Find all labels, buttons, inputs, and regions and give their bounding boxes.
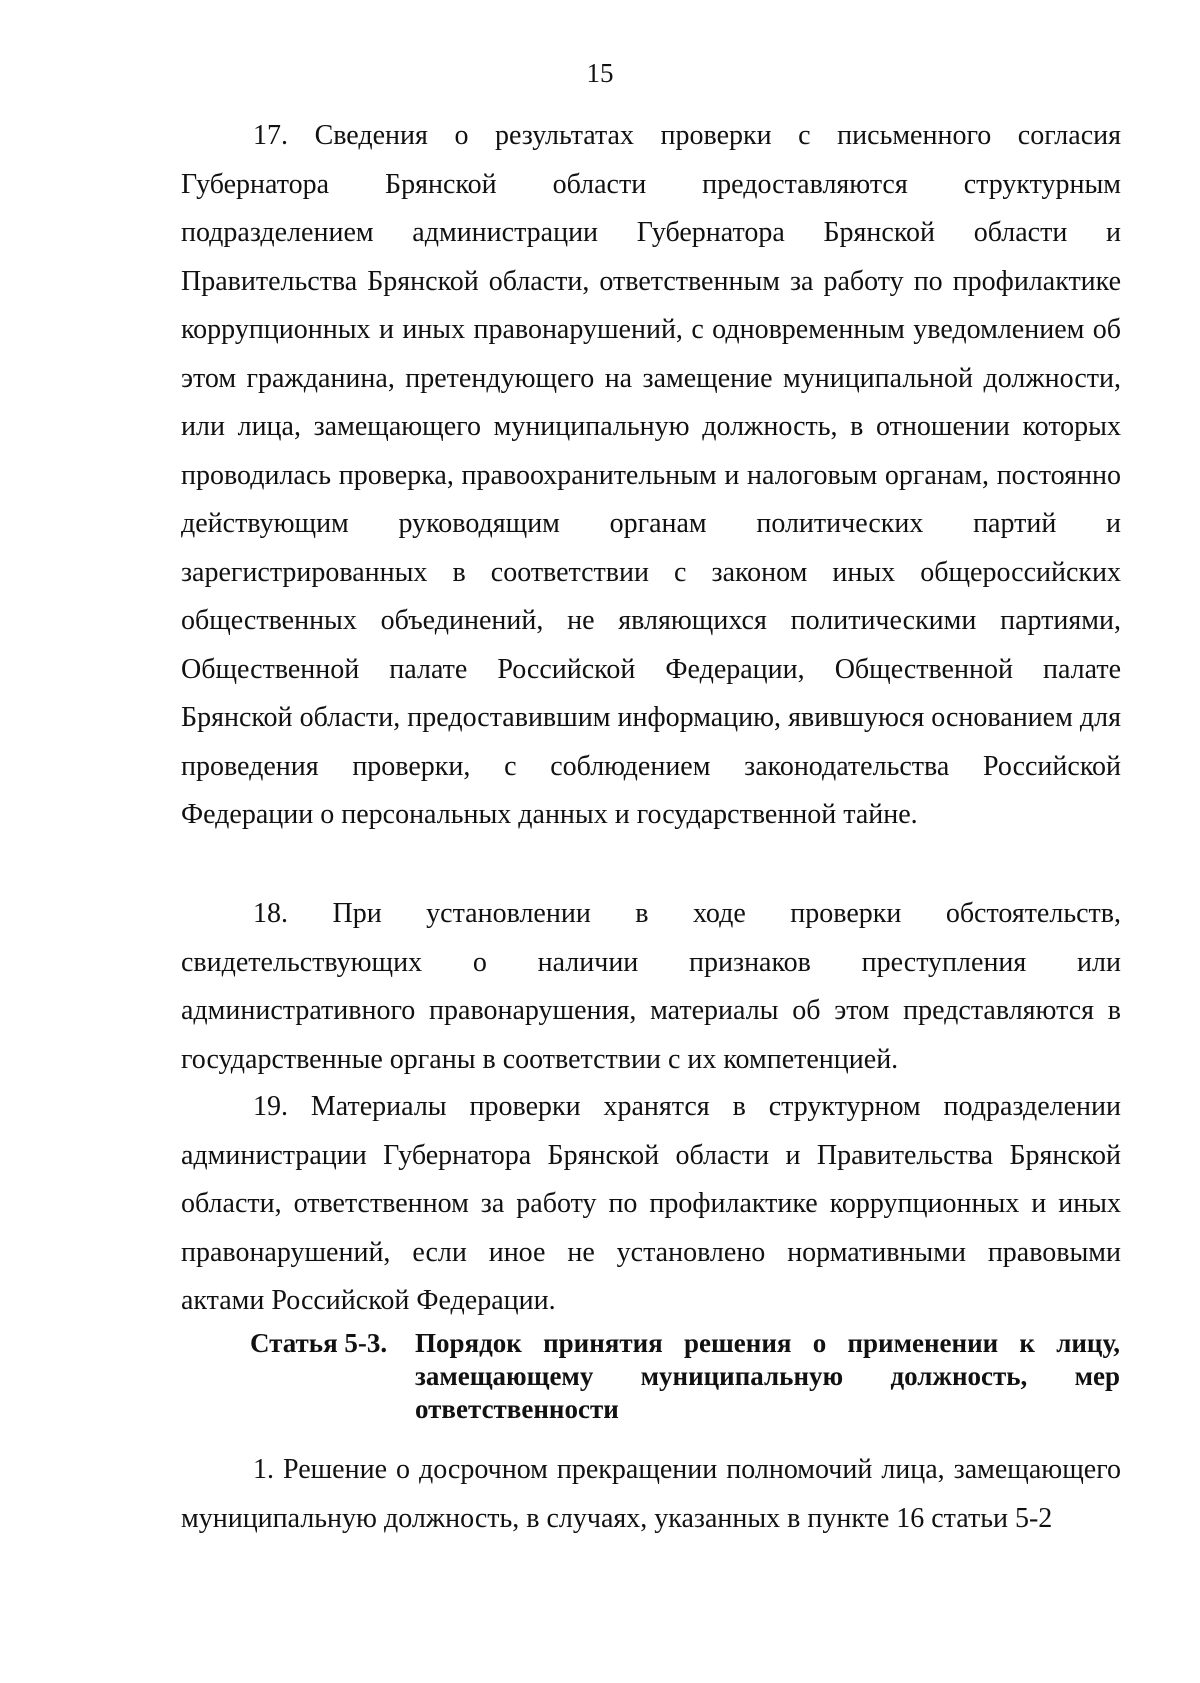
page-number: 15 — [586, 58, 614, 88]
paragraph-18: 18. При установлении в ходе проверки обстоятельств, свидетельствующих о наличии признаков преступления или административного правонарушения, материалы об этом представляются в государственные органы в соответствии с их компетенцией. — [181, 898, 1121, 1075]
paragraph-19: 19. Материалы проверки хранятся в структурном подразделении администрации Губернатора Брянской области и Правительства Брянской области, ответственном за работу по профилактике коррупционных и иных правонарушений, если иное не установлено нормативными правовыми актами Российской Федерации. — [181, 1091, 1121, 1316]
article-paragraph-1: 1. Решение о досрочном прекращении полномочий лица, замещающего муниципальную должность, в случаях, указанных в пункте 16 статьи 5-2 — [181, 1454, 1121, 1534]
paragraph-17: 17. Сведения о результатах проверки с письменного согласия Губернатора Брянской области предоставляются структурным подразделением администрации Губернатора Брянской области и Правительства Брянской области, ответственным за работу по профилактике коррупционных и иных правонарушений, с одновременным уведомлением об этом гражданина, претендующего на замещение муниципальной должности, или лица, замещающего муниципальную должность, в отношении которых проводилась проверка, правоохранительным и налоговым органам, постоянно действующим руководящим органам политических партий и зарегистрированных в соответствии с законом иных общероссийских общественных объединений, не являющихся политическими партиями, Общественной палате Российской Федерации, Общественной палате Брянской области, предоставившим информацию, явившуюся основанием для проведения проверки, с соблюдением законодательства Российской Федерации о персональных данных и государственной тайне. — [181, 120, 1121, 830]
article-title: Порядок принятия решения о применении к лицу, замещающему муниципальную должность, мер ответственности — [415, 1328, 1120, 1424]
article-label: Статья 5-3. — [250, 1328, 388, 1358]
article-heading — [250, 1327, 1120, 1426]
